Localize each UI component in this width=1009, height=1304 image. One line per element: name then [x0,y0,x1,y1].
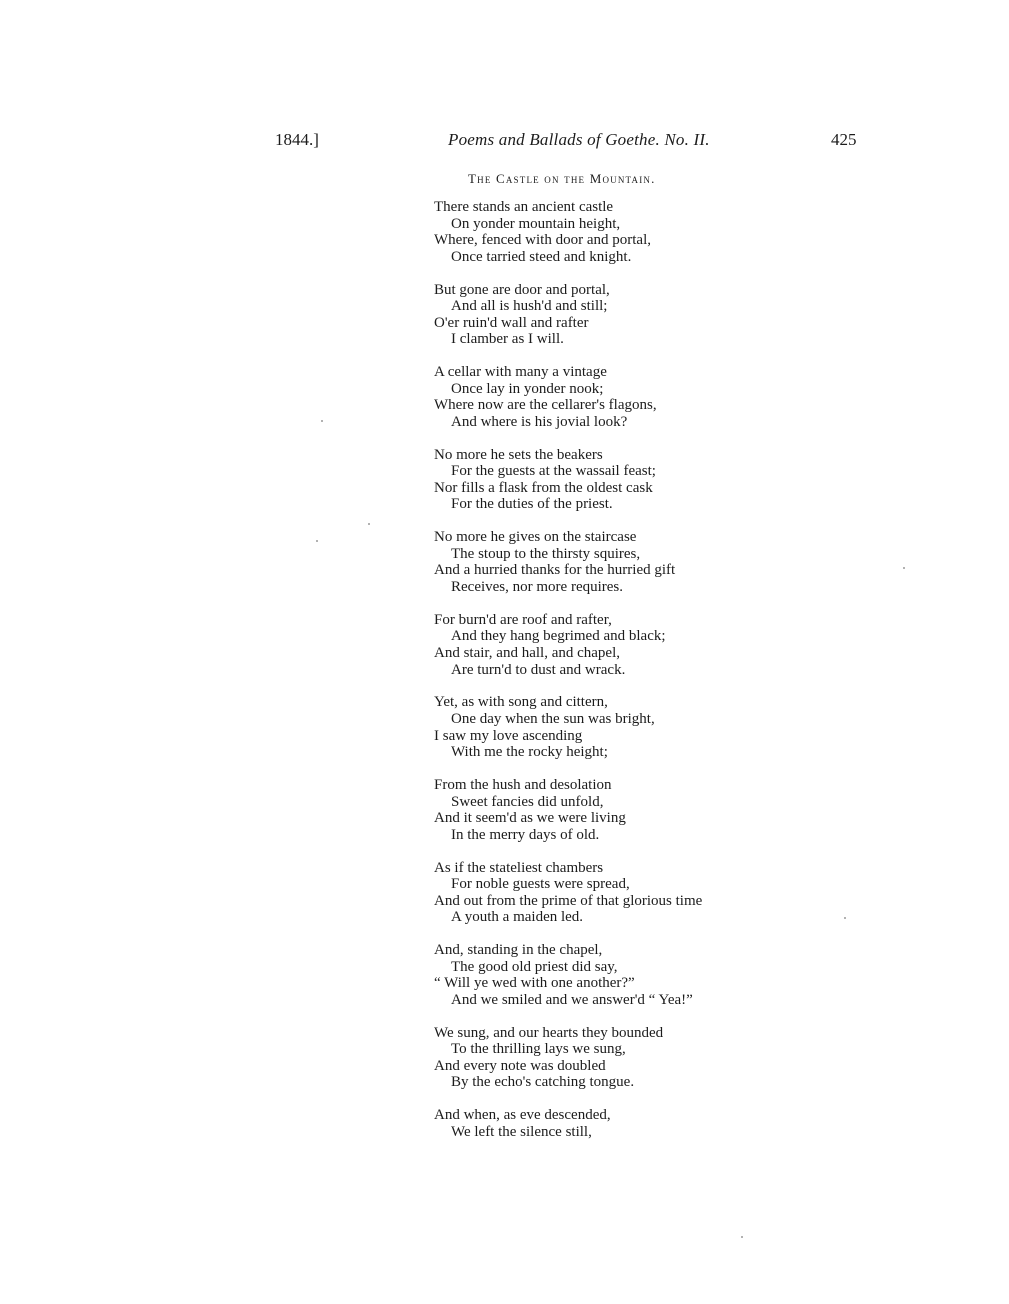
poem-line: No more he sets the beakers [434,446,603,463]
stanza [434,777,794,843]
stanza [434,1025,794,1091]
poem-line: From the hush and desolation [434,776,612,793]
stanza [434,942,794,1008]
poem-line: With me the rocky height; [451,744,608,761]
poem-line: For noble guests were spread, [451,876,630,893]
stanza [434,447,794,513]
poem-line: For the duties of the priest. [451,496,613,513]
scan-speck [321,420,323,422]
poem-line: Sweet fancies did unfold, [451,793,604,810]
scan-speck [741,1236,743,1238]
scan-speck [316,540,318,542]
poem-line: “ Will ye wed with one another?” [434,975,635,992]
poem-line: Are turn'd to dust and wrack. [451,661,626,678]
poem-line: And all is hush'd and still; [451,298,608,315]
poem-line: And we smiled and we answer'd “ Yea!” [451,991,693,1008]
poem-line: For burn'd are roof and rafter, [434,611,612,628]
poem-line: Where, fenced with door and portal, [434,232,651,249]
poem-line: A youth a maiden led. [451,909,584,926]
poem-line: And a hurried thanks for the hurried gift [434,562,676,579]
poem-line: Receives, nor more requires. [451,579,624,596]
poem-line: On yonder mountain height, [451,215,621,232]
poem-line: And every note was doubled [434,1057,606,1074]
stanza [434,364,794,430]
poem-title: The Castle on the Mountain. [468,171,656,186]
poem-line: There stands an ancient castle [434,199,614,215]
poem-line: We left the silence still, [451,1123,592,1140]
poem-line: Yet, as with song and cittern, [434,694,608,711]
stanza [434,199,794,265]
poem-line: Where now are the cellarer's flagons, [434,397,657,414]
poem-line: But gone are door and portal, [434,281,610,298]
poem-line: Once tarried steed and knight. [451,248,632,265]
poem-line: And, standing in the chapel, [434,942,603,959]
stanza [434,612,794,678]
poem-line: I saw my love ascending [434,727,583,744]
scan-speck [368,523,370,525]
poem-line: To the thrilling lays we sung, [451,1041,626,1058]
poem-line: A cellar with many a vintage [434,364,607,381]
stanza [434,529,794,595]
page-number: 425 [831,130,857,149]
poem-line: And where is his jovial look? [451,413,628,430]
poem-line: And out from the prime of that glorious time [434,892,703,909]
scan-speck [844,917,846,919]
poem-line: I clamber as I will. [451,331,564,348]
header-running-title: Poems and Ballads of Goethe. No. II. [448,130,710,149]
poem-line: For the guests at the wassail feast; [451,463,656,480]
poem-line: The good old priest did say, [451,958,618,975]
stanza [434,860,794,926]
poem-line: The stoup to the thirsty squires, [451,545,641,562]
poem-line: Nor fills a flask from the oldest cask [434,479,653,496]
poem-line: And they hang begrimed and black; [451,628,666,645]
stanza [434,1107,794,1140]
poem-line: No more he gives on the staircase [434,529,637,546]
poem-line: And it seem'd as we were living [434,810,626,827]
poem-line: One day when the sun was bright, [451,710,655,727]
poem-body [434,199,794,1157]
poem-line: And when, as eve descended, [434,1107,611,1124]
poem-line: By the echo's catching tongue. [451,1074,635,1091]
scan-speck [903,567,905,569]
poem-line: We sung, and our hearts they bounded [434,1024,664,1041]
running-header [0,130,1009,154]
poem-line: As if the stateliest chambers [434,859,604,876]
stanza [434,282,794,348]
poem-line: O'er ruin'd wall and rafter [434,314,589,331]
stanza [434,694,794,760]
poem-line: And stair, and hall, and chapel, [434,645,621,661]
header-year: 1844.] [275,130,319,149]
poem-line: In the merry days of old. [451,826,600,843]
poem-line: Once lay in yonder nook; [451,380,604,397]
